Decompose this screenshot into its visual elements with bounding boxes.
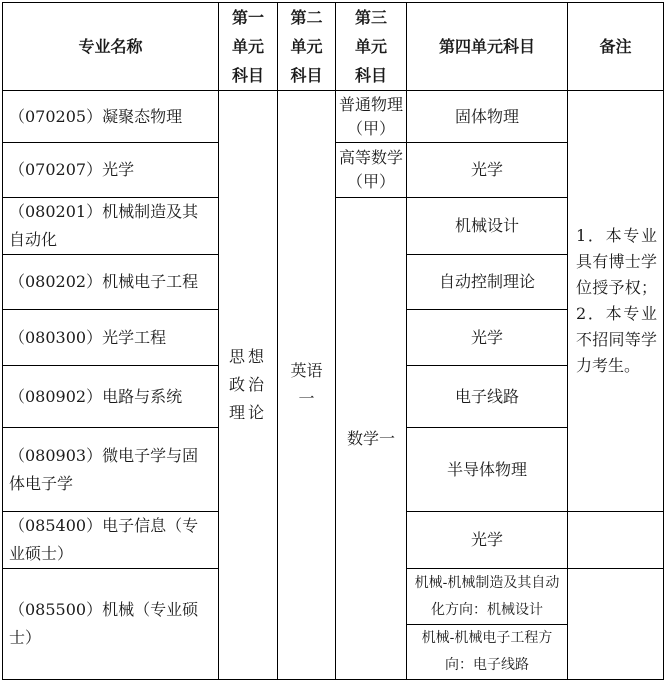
major-name-cell: （080903）微电子学与固体电子学 [3, 428, 219, 512]
header-remarks: 备注 [568, 3, 664, 91]
exam-subjects-table [2, 2, 664, 680]
unit4-cell: 光学 [407, 143, 568, 198]
remarks-text: 1．本专业具有博士学位授予权；2．本专业不招同等学力考生。 [576, 226, 657, 375]
unit3-physics-cell [336, 91, 407, 143]
major-name-cell: （080300）光学工程 [3, 310, 219, 366]
unit2-subject-cell [278, 91, 336, 680]
unit1-subject-cell [219, 91, 278, 680]
major-name-cell: （085500）机械（专业硕士） [3, 569, 219, 680]
header-unit4: 第四单元科目 [407, 3, 568, 91]
unit4-cell: 电子线路 [407, 366, 568, 428]
header-row [3, 3, 664, 91]
table-row [3, 91, 664, 143]
major-name-cell: （080201）机械制造及其自动化 [3, 198, 219, 255]
header-unit3-text: 第三单元科目 [354, 8, 387, 85]
unit4-cell: 半导体物理 [407, 428, 568, 512]
unit4-cell: 自动控制理论 [407, 255, 568, 310]
unit3-math-1-text: 数学一 [346, 428, 395, 448]
unit4-direction-text: 机械-机械电子工程方向：电子线路 [421, 630, 553, 673]
major-name-cell: （085400）电子信息（专业硕士） [3, 512, 219, 569]
header-unit1-text: 第一单元科目 [231, 8, 264, 85]
unit3-math-a-cell [336, 143, 407, 198]
unit4-cell: 光学 [407, 310, 568, 366]
major-name-cell: （080902）电路与系统 [3, 366, 219, 428]
unit2-subject-text: 英语一 [290, 361, 323, 408]
unit1-subject-text: 思想政治理论 [228, 347, 267, 422]
unit4-cell: 固体物理 [407, 91, 568, 143]
remarks-cell [568, 91, 664, 512]
exam-subjects-table-container [2, 2, 664, 680]
header-unit3 [336, 3, 407, 91]
unit4-cell [407, 569, 568, 625]
unit4-cell: 光学 [407, 512, 568, 569]
header-unit2 [278, 3, 336, 91]
unit3-physics-text: 普通物理（甲） [339, 94, 404, 138]
header-unit2-text: 第二单元科目 [290, 8, 323, 85]
major-name-cell: （070205）凝聚态物理 [3, 91, 219, 143]
header-unit1 [219, 3, 278, 91]
remarks-empty-cell [568, 512, 664, 569]
major-name-cell: （070207）光学 [3, 143, 219, 198]
unit3-math-1-cell [336, 198, 407, 680]
unit4-cell: 机械设计 [407, 198, 568, 255]
remarks-empty-cell [568, 569, 664, 680]
unit3-math-a-text: 高等数学（甲） [339, 148, 404, 191]
unit4-direction-text: 机械-机械制造及其自动化方向：机械设计 [414, 574, 560, 618]
unit4-cell [407, 625, 568, 680]
major-name-cell: （080202）机械电子工程 [3, 255, 219, 310]
header-major-name: 专业名称 [3, 3, 219, 91]
